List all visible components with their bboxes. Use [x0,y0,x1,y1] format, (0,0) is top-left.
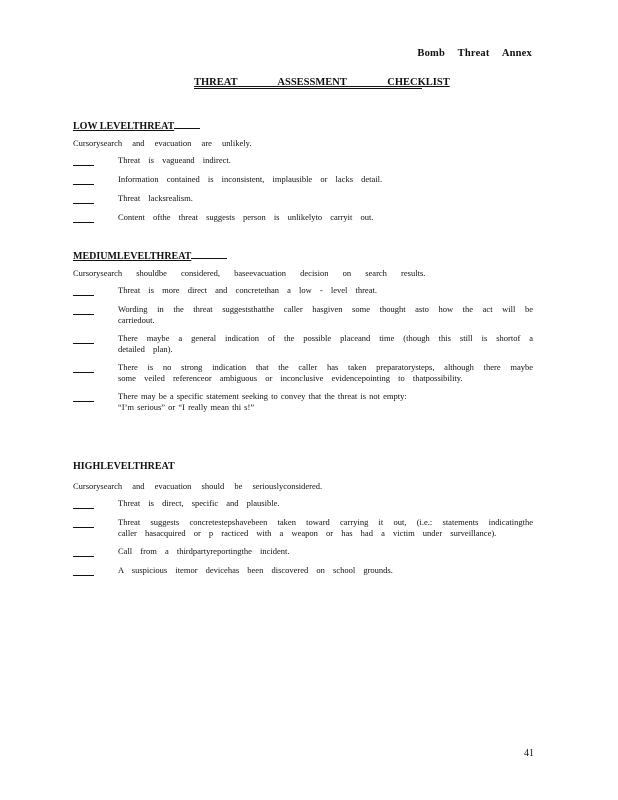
section-medium-level [73,247,533,420]
checklist-item-text: There is no strong indication that the caller has taken preparatorysteps, although there maybe some veiled referenceor ambiguous or inconclusive evidencepointing to thatpossibility. [118,362,533,383]
heading-underline [191,247,227,259]
section-intro-medium: Cursorysearch shouldbe considered, baseevacuation decision on search results. [73,268,426,278]
section-heading-medium-text: MEDIUMLEVELTHREAT [73,251,192,262]
checklist-item [73,391,533,412]
section-intro-high: Cursorysearch and evacuation should be seriouslyconsidered. [73,481,323,491]
checklist-item-text: Wording in the threat suggeststhatthe caller hasgiven some thought asto how the act will be carriedout. [118,304,533,325]
check-blank[interactable] [73,193,94,204]
check-blank[interactable] [73,155,94,166]
section-heading-low [73,117,533,131]
checklist-item [73,193,533,204]
check-blank[interactable] [73,304,94,315]
checklist-item-text: Information contained is inconsistent, implausible or lacks detail. [118,174,383,184]
checklist-item [73,333,533,354]
section-heading-high [73,460,533,474]
page-number: 41 [524,748,534,759]
checklist-item-text: Threat is vagueand indirect. [118,155,231,165]
checklist-item [73,155,533,166]
check-blank[interactable] [73,517,94,528]
checklist-item [73,565,533,576]
check-blank[interactable] [73,333,94,344]
checklist-item-text: Call from a thirdpartyreportingthe incident. [118,546,290,556]
check-blank[interactable] [73,362,94,373]
checklist-item [73,362,533,383]
check-blank[interactable] [73,391,94,402]
checklist-item [73,212,533,223]
section-low-level [73,117,533,231]
page-title: THREAT ASSESSMENT CHECKLIST [194,77,450,88]
checklist-item [73,304,533,325]
checklist-item [73,174,533,185]
check-blank[interactable] [73,498,94,509]
checklist-item-text: Threat lacksrealism. [118,193,193,203]
check-blank[interactable] [73,174,94,185]
checklist-item [73,546,533,557]
checklist-item-text: Threat suggests concretestepshavebeen taken toward carrying it out, (i.e.: statements indicatingthe caller hasacquired or p racticed with a weapon or has had a victim under surveillance). [118,517,533,538]
checklist-item-text: There may be a specific statement seeking to convey that the threat is not empty: “I’m serious” or “I really mean thi s!” [118,391,407,412]
checklist-item-text: Threat is direct, specific and plausible. [118,498,280,508]
check-blank[interactable] [73,285,94,296]
checklist-item-text: Content ofthe threat suggests person is unlikelyto carryit out. [118,212,374,222]
section-heading-low-text: LOW LEVELTHREAT [73,121,175,132]
checklist-item-text: There maybe a general indication of the possible placeand time (though this still is shortof a detailed plan). [118,333,533,354]
check-blank[interactable] [73,546,94,557]
checklist-item-text: A suspicious itemor devicehas been discovered on school grounds. [118,565,393,575]
section-heading-medium [73,247,533,261]
checklist-item [73,517,533,538]
check-blank[interactable] [73,565,94,576]
section-high-level [73,460,533,584]
annex-label: Bomb Threat Annex [417,48,532,59]
heading-underline [174,117,200,129]
checklist-item [73,498,533,509]
checklist-item-text: Threat is more direct and concretethan a low - level threat. [118,285,377,295]
checklist-item [73,285,533,296]
section-intro-low: Cursorysearch and evacuation are unlikely. [73,138,252,148]
section-heading-high-text: HIGHLEVELTHREAT [73,461,175,472]
check-blank[interactable] [73,212,94,223]
